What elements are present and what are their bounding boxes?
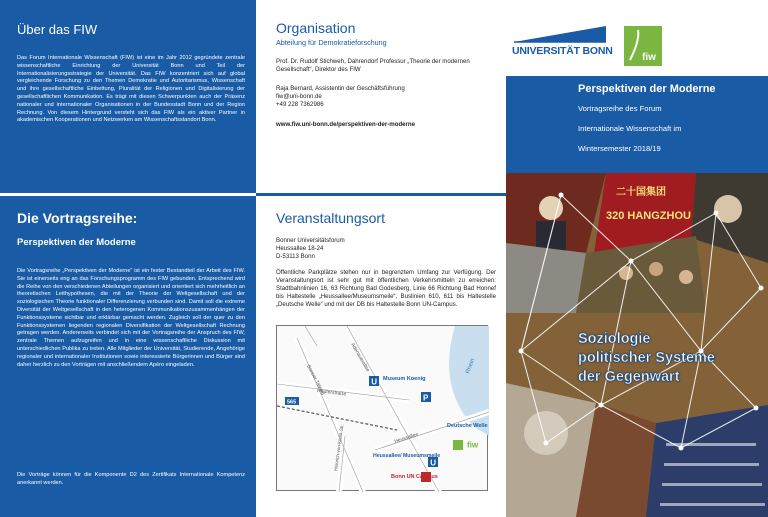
venue-info: Öffentliche Parkplätze stehen nur in begrenztem Umfang zur Verfügung. Der Veranstaltungsort ist sehr gut mit öffentlichen Verkehrsmitteln zu erreichen: Stadtbahnlinien 16, 63 Richtung Bad Godesberg, Linie 66 Richtung Bad Honnef bis Haltestelle „Heussallee/Museumsmeile“, Buslinien 610, 611 bis Haltestelle „Deutsche Welle“ und mit der DB bis Haltestelle Bonn UN-Campus.	[276, 269, 496, 309]
cover-line-2: Internationale Wissenschaft im	[578, 124, 682, 133]
about-section	[0, 0, 256, 193]
fiw-logo-text: fiw	[642, 52, 656, 63]
org-title: Organisation	[276, 20, 356, 36]
logo-area	[506, 0, 768, 76]
map-stop-un-campus: Bonn UN Campus	[391, 474, 438, 480]
cover-topic-line-1: Soziologie	[578, 331, 651, 347]
cover-line-1: Vortragsreihe des Forum	[578, 104, 662, 113]
map-fiw-marker	[453, 440, 463, 450]
about-body: Das Forum Internationale Wissenschaft (FIW) ist eine im Jahr 2012 gegründete zentrale wissenschaftliche Einrichtung der Universität Bonn und Teil der Internationalisierungsstrategie der Universität. Das FIW konzentriert sich auf global vergleichende Forschung zu den Themen Demokratie und Autoritarismus, Wissenschaft und ihre gesellschaftliche Einbettung, Pluralität der Religionen und Digitalisierung der gesellschaftlichen Kommunikation. Es trägt mit diesen Schwerpunkten auch der Präsenz nationaler und internationaler Organisationen in der Bundesstadt Bonn und der Region Rechnung. Von diesem Hintergrund versteht sich das FIW als ein aktiver Partner in akademischen Kooperationen und Netzwerken am Wissenschaftsstandort Bonn.	[17, 55, 245, 124]
series-subtitle: Perspektiven der Moderne	[17, 237, 136, 248]
cover-topic-line-2: politischer Systeme	[578, 350, 715, 366]
org-subtitle: Abteilung für Demokratieforschung	[276, 38, 387, 47]
university-name: UNIVERSITÄT BONN	[512, 45, 613, 57]
map-street-heussallee: Heussallee	[393, 431, 420, 445]
map-road-number: 565	[287, 399, 297, 406]
svg-text:P: P	[423, 393, 429, 403]
org-person2: Raja Bernard, Assistentin der Geschäftsführung	[276, 85, 405, 92]
left-panel	[0, 0, 256, 517]
series-section	[0, 193, 256, 517]
cover-panel	[506, 0, 768, 517]
svg-text:U: U	[371, 377, 377, 387]
location-map[interactable]	[276, 325, 488, 491]
map-fiw-label: fiw	[467, 440, 479, 450]
university-logo	[506, 0, 768, 76]
cover-photo-collage	[506, 173, 768, 517]
cover-title: Perspektiven der Moderne	[578, 83, 716, 95]
photo-caption: 320 HANGZHOU	[606, 210, 691, 222]
org-phone: +49 228 7362986	[276, 101, 324, 108]
series-note: Die Vorträge können für die Komponente D2 des Zertifikats Internationale Kompetenz anerkannt werden.	[17, 472, 245, 486]
map-stop-deutsche-welle: Deutsche Welle	[447, 423, 488, 429]
svg-text:二十国集团: 二十国集团	[616, 187, 666, 198]
map-street-adenauerallee: Adenauerallee	[349, 342, 371, 373]
map-svg	[277, 326, 489, 492]
venue-address-1: Bonner Universitätsforum	[276, 237, 345, 244]
organisation-section	[256, 0, 506, 193]
cover-topic-line-3: der Gegenwart	[578, 369, 680, 385]
cover-line-3: Wintersemester 2018/19	[578, 144, 661, 153]
series-body: Die Vortragsreihe „Perspektiven der Moderne“ ist ein fester Bestandteil der Arbeit des FIW. Sie ist einerseits eng an das Forschungsprogramm des FIW gebunden. Entsprechend wird die Reihe von den verschiedenen Abteilungen organisiert und orientiert sich mehrheitlich an theoretischen Leithypothesen, die mit der Theorie der Weltgesellschaft und der soziologischen Theorie funktionaler Differenzierung verbunden sind. Damit soll die extreme Diversität der Weltgesellschaft in den heterogenen Kommunikationszusammenhängen der Funktionssysteme sichtbar und erklärbar gemacht werden. Zugleich soll der quer zu den Funktionssystemen liegenden regionalen Diversifikation der Weltgesellschaft Rechnung getragen werden. Andererseits verbindet sich mit der Vortragsreihe der Anspruch des FIW, zentrale Themen aufzugreifen und in eine wissenschaftliche Diskussion mit unterschiedlichen Publika zu treten. Alle Mitglieder der Universität, Studierende, Angehörige regionaler und internationaler Institutionen sowie interessierte Bürgerinnen und Bürger sind daher herzlich zu den Vorträgen mit anschließendem Apéro eingeladen.	[17, 268, 245, 368]
svg-text:U: U	[430, 458, 436, 468]
middle-panel	[256, 0, 506, 517]
map-street-bonner-talweg: Bonner Talweg	[305, 364, 327, 397]
venue-title: Veranstaltungsort	[276, 210, 385, 226]
series-title: Die Vortragsreihe:	[17, 210, 138, 226]
org-person1: Prof. Dr. Rudolf Stichweh, Dahrendorf Professur „Theorie der modernen Gesellschaft“, Direktor des FIW	[276, 58, 470, 74]
venue-section	[256, 193, 506, 517]
map-street-kleist: Heinrich-von-Kleist-Str.	[333, 423, 345, 472]
org-email[interactable]: fiw@uni-bonn.de	[276, 93, 322, 100]
map-stop-heussallee: Heussallee/ Museumsmeile	[373, 453, 441, 459]
map-river-label: Rhein	[465, 357, 477, 375]
venue-address-3: D-53113 Bonn	[276, 253, 315, 260]
cover-topic	[578, 330, 715, 387]
venue-address-2: Heussallee 18-24	[276, 245, 324, 252]
org-url[interactable]: www.fiw.uni-bonn.de/perspektiven-der-moderne	[276, 121, 416, 128]
map-street-reuterstrasse: Reuterstraße	[316, 388, 347, 398]
about-title: Über das FIW	[17, 22, 98, 37]
map-stop-museum: Museum Koenig	[383, 376, 426, 382]
